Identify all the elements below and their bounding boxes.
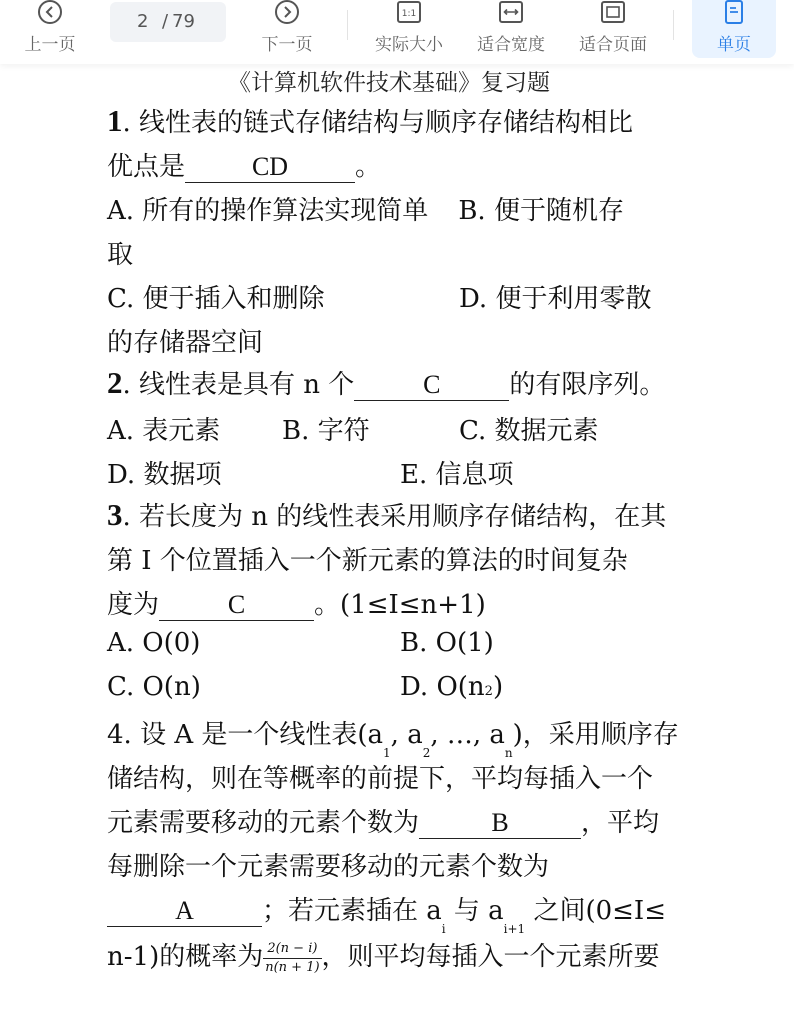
single-page-button[interactable] <box>692 0 776 58</box>
question-text: 第 I 个位置插入一个新元素的算法的时间复杂 <box>107 546 628 576</box>
subscript: i+1 <box>503 922 526 936</box>
question-text: . 若长度为 n 的线性表采用顺序存储结构，在其 <box>122 502 667 532</box>
option-line <box>107 454 221 491</box>
answer-blank: C <box>354 370 509 401</box>
question-text: 元素需要移动的元素个数为 <box>107 808 420 838</box>
question-text: , a <box>390 720 423 750</box>
subscript: n <box>504 746 513 760</box>
next-page-button[interactable] <box>256 0 318 64</box>
actual-size-icon <box>396 0 422 26</box>
question-1-line-2 <box>107 146 381 183</box>
question-text: )，采用顺序存 <box>512 720 679 750</box>
question-text: 优点是 <box>107 152 186 182</box>
question-1-line-1 <box>107 102 633 139</box>
question-text: 。 <box>355 152 382 182</box>
option-b-cont: 取 <box>107 240 134 270</box>
option-a: A. 表元素 <box>107 416 221 446</box>
option-line <box>459 410 599 447</box>
question-4-line-2 <box>107 758 653 795</box>
option-d: D. O(n <box>400 672 485 702</box>
fraction-denominator: n(n + 1) <box>265 959 320 975</box>
question-text: . 线性表的链式存储结构与顺序存储结构相比 <box>122 108 634 138</box>
next-page-label: 下一页 <box>261 35 313 54</box>
option-b: B. 字符 <box>282 416 370 446</box>
chevron-right-circle-icon <box>274 0 300 26</box>
option-c: C. 数据元素 <box>459 416 599 446</box>
option-d: D. 便于利用零散 <box>459 284 652 314</box>
question-text: 之间(0≤I≤ <box>525 896 666 926</box>
question-text: ，则平均每插入一个元素所要 <box>321 942 660 972</box>
fit-page-icon <box>600 0 626 26</box>
subscript: 1 <box>383 746 391 760</box>
question-text: ；若元素插在 a <box>262 896 442 926</box>
question-text: , …, a <box>430 720 505 750</box>
fit-page-label: 适合页面 <box>579 35 647 54</box>
actual-size-label: 实际大小 <box>375 35 443 54</box>
question-4-line-3 <box>107 802 659 839</box>
option-c: C. 便于插入和删除 <box>107 284 325 314</box>
page-indicator[interactable] <box>110 2 226 42</box>
chevron-left-circle-icon <box>37 0 63 26</box>
option-b: B. O(1) <box>400 628 494 658</box>
option-line <box>107 628 200 658</box>
answer-blank: C <box>159 590 314 621</box>
option-line <box>400 672 503 702</box>
question-3-line-2 <box>107 540 628 577</box>
svg-text:1:1: 1:1 <box>401 9 417 19</box>
viewer-toolbar <box>0 0 794 64</box>
question-text: n-1)的概率为 <box>107 942 264 972</box>
option-a: A. O(0) <box>107 628 201 658</box>
question-text: 的有限序列。 <box>509 370 666 400</box>
question-number: 3 <box>107 497 123 532</box>
option-line <box>400 454 514 491</box>
question-4-line-1 <box>107 714 679 760</box>
option-line <box>107 190 624 227</box>
toolbar-divider <box>347 10 348 40</box>
option-d-superscript: 2 <box>484 684 493 699</box>
question-text: 与 a <box>445 896 504 926</box>
option-line <box>107 672 201 702</box>
answer-blank: CD <box>185 152 355 183</box>
option-d: D. 数据项 <box>107 460 222 490</box>
answer-blank: B <box>419 808 581 839</box>
question-text: . 线性表是具有 n 个 <box>122 370 355 400</box>
question-2-line-1 <box>107 364 665 401</box>
question-text: 度为 <box>107 590 160 620</box>
document-page <box>0 64 794 1034</box>
current-page-number[interactable]: 2 <box>137 11 149 32</box>
question-number: 2 <box>107 365 123 400</box>
single-page-icon <box>721 0 747 26</box>
question-text: 储结构，则在等概率的前提下，平均每插入一个 <box>107 764 654 794</box>
question-4-line-4 <box>107 846 549 883</box>
option-line <box>107 278 325 315</box>
option-line <box>107 322 263 359</box>
option-b: B. 便于随机存 <box>458 196 624 226</box>
fit-width-button[interactable] <box>471 0 551 64</box>
question-3-line-1 <box>107 496 666 533</box>
question-text: 。(1≤I≤n+1) <box>314 590 486 620</box>
option-a: A. 所有的操作算法实现简单 <box>107 196 429 226</box>
answer-blank: A <box>107 896 262 927</box>
subscript: i <box>441 922 446 936</box>
prev-page-label: 上一页 <box>24 35 76 54</box>
option-line <box>400 628 494 658</box>
question-text: ，平均 <box>581 808 660 838</box>
option-d-cont: 的存储器空间 <box>107 328 264 358</box>
option-line <box>282 410 370 447</box>
toolbar-divider <box>673 10 674 40</box>
probability-fraction <box>263 940 321 977</box>
question-4-line-6 <box>107 936 660 977</box>
single-page-label: 单页 <box>717 35 751 54</box>
fit-width-label: 适合宽度 <box>477 35 545 54</box>
option-line <box>459 278 651 315</box>
option-c: C. O(n) <box>107 672 201 702</box>
prev-page-button[interactable] <box>20 0 80 64</box>
actual-size-button[interactable] <box>369 0 449 64</box>
fraction-numerator: 2(n − i) <box>263 940 321 959</box>
question-4-line-5 <box>107 890 666 936</box>
page-separator: / <box>162 11 169 32</box>
fit-width-icon <box>498 0 524 26</box>
question-3-line-3 <box>107 584 486 621</box>
option-line <box>107 234 133 271</box>
subscript: 2 <box>422 746 431 760</box>
option-d-end: ) <box>492 672 504 702</box>
question-text: 4. 设 A 是一个线性表(a <box>107 720 384 750</box>
fit-page-button[interactable] <box>573 0 653 64</box>
total-pages: 79 <box>172 11 195 32</box>
option-line <box>107 410 220 447</box>
question-number: 1 <box>107 103 123 138</box>
option-e: E. 信息项 <box>400 460 514 490</box>
page-title: 《计算机软件技术基础》复习题 <box>228 70 550 96</box>
question-text: 每删除一个元素需要移动的元素个数为 <box>107 852 550 882</box>
